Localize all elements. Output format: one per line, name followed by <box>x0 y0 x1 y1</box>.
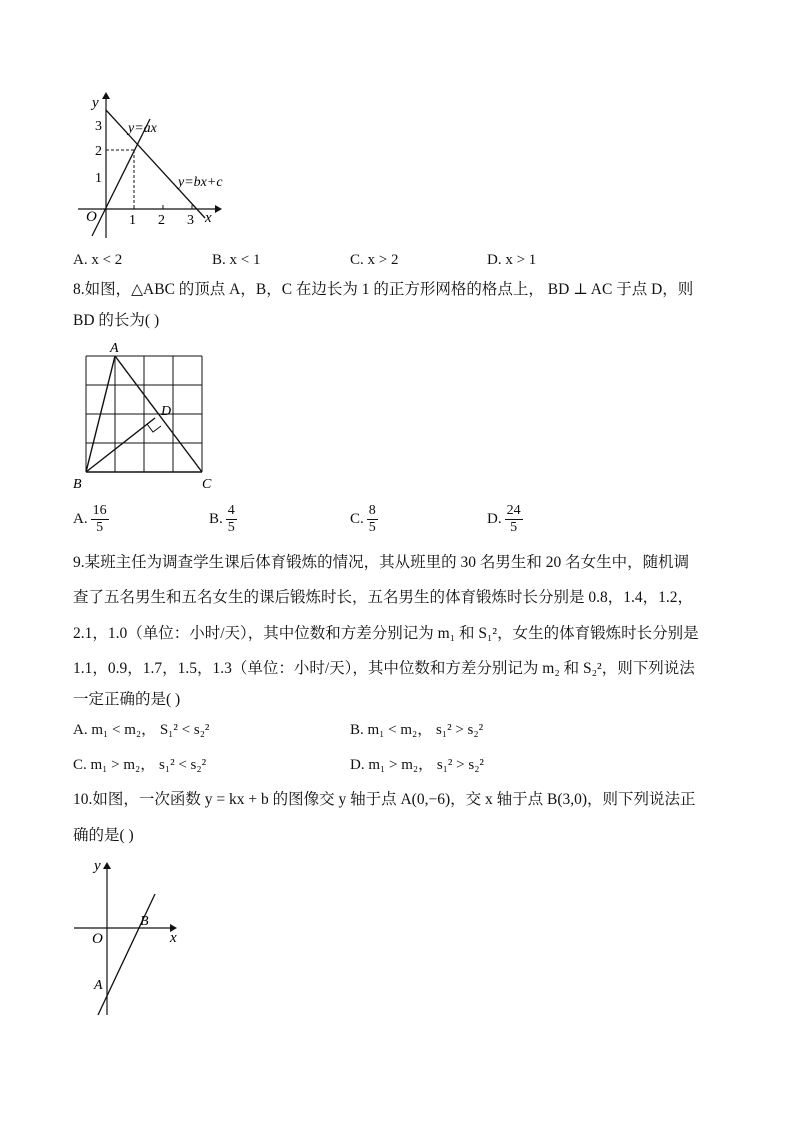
q8-option-d[interactable]: D. $\frac{24}{5}$ <box>487 503 521 535</box>
q9-stem-line5: 一定正确的是( ) <box>73 691 181 708</box>
y-arrow-icon <box>103 862 111 869</box>
q10-graph <box>70 850 200 1020</box>
vertex-b-label: B <box>73 477 82 492</box>
y-axis-label: y <box>92 95 99 111</box>
q9-option-c[interactable]: C. m₁ > m₂， s₁² < s₂² <box>73 757 207 773</box>
x-arrow-icon <box>215 205 222 213</box>
q9-stem-line4: 1.1，0.9，1.7，1.5，1.3（单位：小时/天），其中位数和方差分别记为 m₂ 和 S₂²，则下列说法 <box>73 660 695 677</box>
tick-label-y2: 2 <box>95 144 102 159</box>
y-arrow-icon <box>102 92 110 99</box>
x-axis-label: x <box>205 210 212 226</box>
q7-graph <box>70 90 260 250</box>
segment-bd <box>86 418 155 472</box>
q9-option-d[interactable]: D. m₁ > m₂， s₁² > s₂² <box>350 757 484 773</box>
q10-stem-line2: 确的是( ) <box>73 827 134 844</box>
q8-option-a[interactable]: A. $\frac{16}{5}$ <box>73 503 107 535</box>
right-angle-mark <box>147 424 161 432</box>
x-axis-label: x <box>170 930 177 946</box>
tick-label-x2: 2 <box>158 213 165 228</box>
q9-option-b[interactable]: B. m₁ < m₂， s₁² > s₂² <box>350 722 484 738</box>
q7-option-c[interactable]: C. x > 2 <box>350 252 399 268</box>
q8-option-b[interactable]: B. $\frac{4}{5}$ <box>209 503 235 535</box>
q7-option-b[interactable]: B. x < 1 <box>212 252 261 268</box>
tick-label-x1: 1 <box>129 213 136 228</box>
point-b-label: B <box>140 914 149 929</box>
point-a-label: A <box>94 978 103 993</box>
q8-stem-line2: BD 的长为( ) <box>73 312 160 329</box>
q8-option-c[interactable]: C. $\frac{8}{5}$ <box>350 503 376 535</box>
tick-label-x3: 3 <box>187 213 194 228</box>
vertex-c-label: C <box>202 477 212 492</box>
label-y-ax: y=ax <box>128 121 157 136</box>
q8-stem-line1: 8.如图，△ABC 的顶点 A，B，C 在边长为 1 的正方形网格的格点上， BD ⊥ AC 于点 D，则 <box>73 281 694 298</box>
q7-option-a[interactable]: A. x < 2 <box>73 252 123 268</box>
tick-label-y1: 1 <box>95 171 102 186</box>
origin-label: O <box>86 209 97 225</box>
q7-option-d[interactable]: D. x > 1 <box>487 252 537 268</box>
q9-stem-line1: 9.某班主任为调查学生课后体育锻炼的情况，其从班里的 30 名男生和 20 名女生中，随机调 <box>73 554 690 571</box>
point-d-label: D <box>161 404 172 419</box>
q9-option-a[interactable]: A. m₁ < m₂， S₁² < s₂² <box>73 722 210 738</box>
q9-stem-line3: 2.1，1.0（单位：小时/天），其中位数和方差分别记为 m₁ 和 S₁²，女生的体育锻炼时长分别是 <box>73 625 699 642</box>
y-axis-label: y <box>94 858 101 874</box>
q9-stem-line2: 查了五名男生和五名女生的课后锻炼时长，五名男生的体育锻炼时长分别是 0.8，1.4，1.2， <box>73 589 694 606</box>
origin-label: O <box>92 931 103 947</box>
tick-label-y3: 3 <box>95 119 102 134</box>
label-y-bx-c: y=bx+c <box>178 175 223 190</box>
vertex-a-label: A <box>110 341 119 356</box>
q8-grid-figure <box>70 338 220 493</box>
q10-stem-line1: 10.如图，一次函数 y = kx + b 的图像交 y 轴于点 A(0,−6)，交 x 轴于点 B(3,0)，则下列说法正 <box>73 791 696 808</box>
